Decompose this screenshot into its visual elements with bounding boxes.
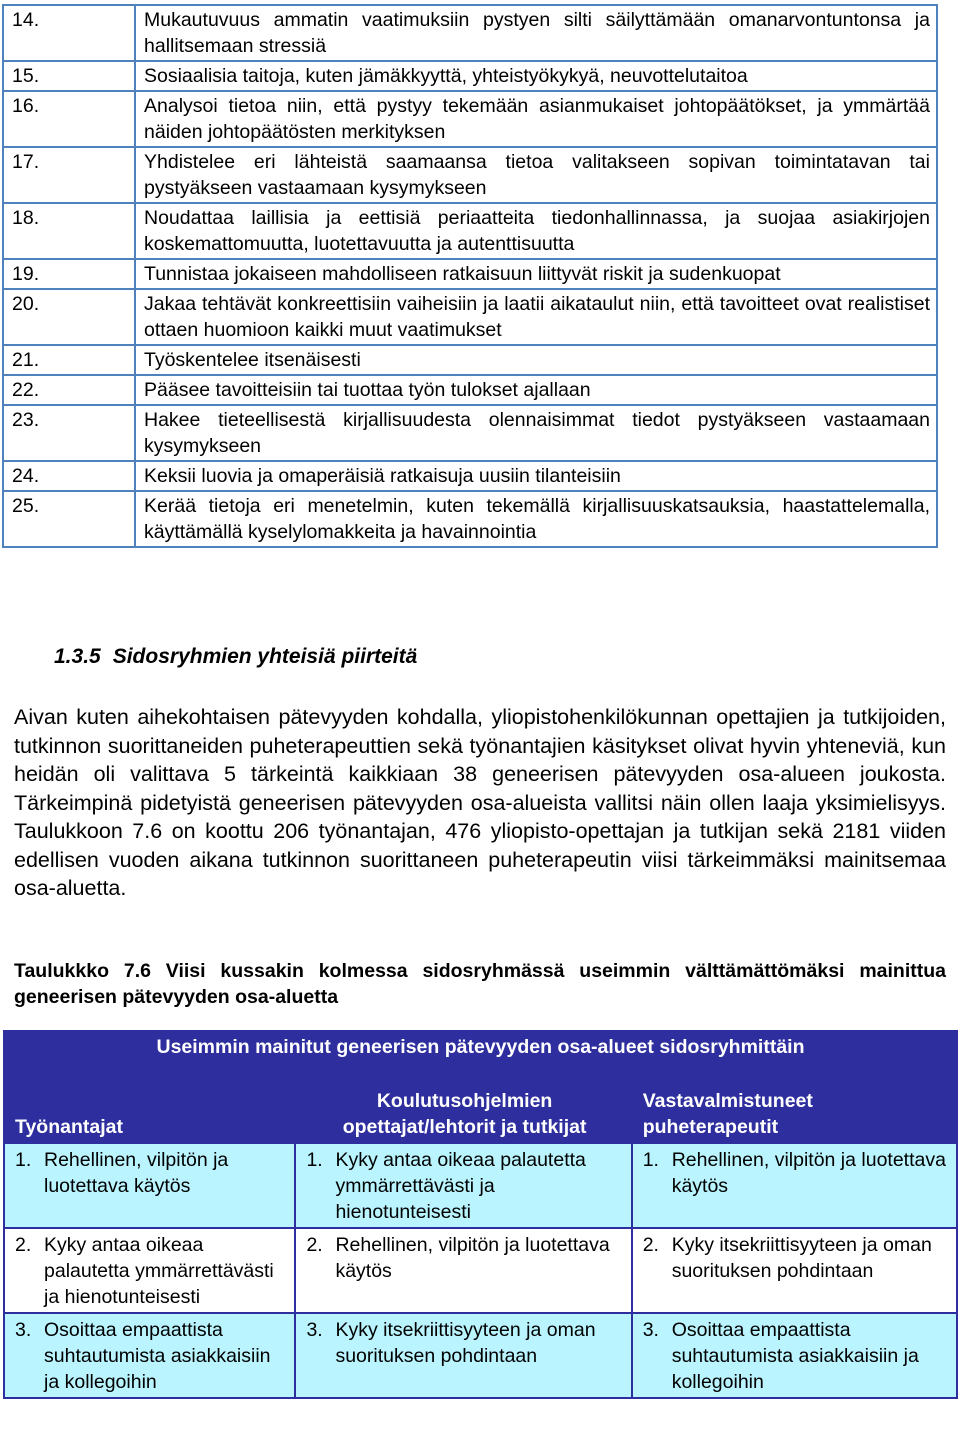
column-header-employers: Työnantajat (4, 1061, 295, 1143)
table-header-caption: Useimmin mainitut geneerisen pätevyyden osa-alueet sidosryhmittäin (4, 1031, 957, 1061)
column-header-teachers: Koulutusohjelmien opettajat/lehtorit ja tutkijat (295, 1061, 631, 1143)
item-text: Sosiaalisia taitoja, kuten jämäkkyyttä, yhteistyökykyä, neuvottelutaitoa (135, 61, 937, 91)
item-number: 21. (3, 345, 135, 375)
item-number: 16. (3, 91, 135, 147)
item-text: Hakee tieteellisestä kirjallisuudesta olennaisimmat tiedot pystyäkseen vastaamaan kysymykseen (135, 405, 937, 461)
rank-number: 2. (642, 1234, 659, 1256)
rank-number: 3. (15, 1319, 32, 1341)
item-number: 15. (3, 61, 135, 91)
table-caption: Taulukkko 7.6 Viisi kussakin kolmessa sidosryhmässä useimmin välttämättömäksi mainittua geneerisen pätevyyden osa-aluetta (14, 960, 946, 1008)
item-text: Kerää tietoja eri menetelmin, kuten tekemällä kirjallisuuskatsauksia, haastattelemalla, käyttämällä kyselylomakkeita ja havainnointia (135, 491, 937, 547)
table-row (4, 1143, 957, 1228)
table-cell (295, 1143, 631, 1228)
list-item (3, 375, 937, 405)
rank-number: 2. (15, 1234, 32, 1256)
item-number: 23. (3, 405, 135, 461)
item-number: 24. (3, 461, 135, 491)
item-text: Työskentelee itsenäisesti (135, 345, 937, 375)
section-title: Sidosryhmien yhteisiä piirteitä (112, 645, 418, 668)
table-caption-row (4, 1031, 957, 1061)
list-item (3, 259, 937, 289)
item-number: 18. (3, 203, 135, 259)
item-number: 19. (3, 259, 135, 289)
item-number: 17. (3, 147, 135, 203)
cell-text: Rehellinen, vilpitön ja luotettava käytös (44, 1149, 229, 1197)
section-heading (54, 645, 417, 669)
list-item (3, 289, 937, 345)
cell-text: Rehellinen, vilpitön ja luotettava käytös (671, 1149, 946, 1197)
cell-text: Kyky itsekriittisyyteen ja oman suorituksen pohdintaan (671, 1234, 932, 1282)
list-item (3, 461, 937, 491)
table-cell (632, 1313, 957, 1398)
list-item (3, 91, 937, 147)
rank-number: 2. (306, 1234, 323, 1256)
table-cell (295, 1228, 631, 1313)
cell-text: Kyky itsekriittisyyteen ja oman suorituksen pohdintaan (335, 1319, 596, 1367)
cell-text: Kyky antaa oikeaa palautetta ymmärrettävästi ja hienotunteisesti (44, 1234, 274, 1308)
table-row (4, 1313, 957, 1398)
cell-text: Osoittaa empaattista suhtautumista asiakkaisiin ja kollegoihin (44, 1319, 271, 1393)
table-cell (632, 1143, 957, 1228)
cell-text: Osoittaa empaattista suhtautumista asiakkaisiin ja kollegoihin (671, 1319, 919, 1393)
item-number: 20. (3, 289, 135, 345)
stakeholder-table (3, 1030, 958, 1399)
list-item (3, 491, 937, 547)
rank-number: 1. (306, 1149, 323, 1171)
table-cell (4, 1313, 295, 1398)
rank-number: 1. (642, 1149, 659, 1171)
table-cell (4, 1228, 295, 1313)
item-number: 25. (3, 491, 135, 547)
cell-text: Kyky antaa oikeaa palautetta ymmärrettävästi ja hienotunteisesti (335, 1149, 586, 1223)
section-number: 1.3.5 (54, 645, 101, 668)
column-header-row (4, 1061, 957, 1143)
list-item (3, 147, 937, 203)
item-text: Tunnistaa jokaiseen mahdolliseen ratkaisuun liittyvät riskit ja sudenkuopat (135, 259, 937, 289)
item-text: Pääsee tavoitteisiin tai tuottaa työn tulokset ajallaan (135, 375, 937, 405)
item-text: Mukautuvuus ammatin vaatimuksiin pystyen silti säilyttämään omanarvontuntonsa ja hallitsemaan stressiä (135, 5, 937, 61)
table-cell (295, 1313, 631, 1398)
item-number: 22. (3, 375, 135, 405)
competence-list-table (2, 4, 938, 548)
item-number: 14. (3, 5, 135, 61)
item-text: Analysoi tietoa niin, että pystyy tekemään asianmukaiset johtopäätökset, ja ymmärtää näiden johtopäätösten merkityksen (135, 91, 937, 147)
table-cell (632, 1228, 957, 1313)
list-item (3, 61, 937, 91)
rank-number: 3. (642, 1319, 659, 1341)
rank-number: 1. (15, 1149, 32, 1171)
table-row (4, 1228, 957, 1313)
item-text: Yhdistelee eri lähteistä saamaansa tietoa valitakseen sopivan toimintatavan tai pystyäkseen vastaamaan kysymykseen (135, 147, 937, 203)
table-cell (4, 1143, 295, 1228)
list-item (3, 203, 937, 259)
body-paragraph: Aivan kuten aihekohtaisen pätevyyden kohdalla, yliopistohenkilökunnan opettajien ja tutkijoiden, tutkinnon suorittaneiden puheterapeuttien sekä työnantajien käsitykset olivat hyvin yhteneviä, kun heidän oli valittava 5 tärkeintä kaikkiaan 38 geneerisen pätevyyden osa-alueen joukosta. Tärkeimpinä pidetyistä geneerisen pätevyyden osa-alueista vallitsi näin ollen laaja yksimielisyys. Taulukkoon 7.6 on koottu 206 työnantajan, 476 yliopisto-opettajan ja tutkijan sekä 2181 viiden edellisen vuoden aikana tutkinnon suorittaneen puheterapeutin viisi tärkeimmäksi mainitsemaa osa-aluetta. (14, 705, 946, 900)
item-text: Jakaa tehtävät konkreettisiin vaiheisiin ja laatii aikataulut niin, että tavoitteet ovat realistiset ottaen huomioon kaikki muut vaatimukset (135, 289, 937, 345)
item-text: Keksii luovia ja omaperäisiä ratkaisuja uusiin tilanteisiin (135, 461, 937, 491)
list-item (3, 405, 937, 461)
item-text: Noudattaa laillisia ja eettisiä periaatteita tiedonhallinnassa, ja suojaa asiakirjojen koskemattomuutta, luotettavuutta ja autenttisuutta (135, 203, 937, 259)
column-header-graduates: Vastavalmistuneet puheterapeutit (632, 1061, 957, 1143)
rank-number: 3. (306, 1319, 323, 1341)
cell-text: Rehellinen, vilpitön ja luotettava käytös (335, 1234, 610, 1282)
list-item (3, 345, 937, 375)
list-item (3, 5, 937, 61)
